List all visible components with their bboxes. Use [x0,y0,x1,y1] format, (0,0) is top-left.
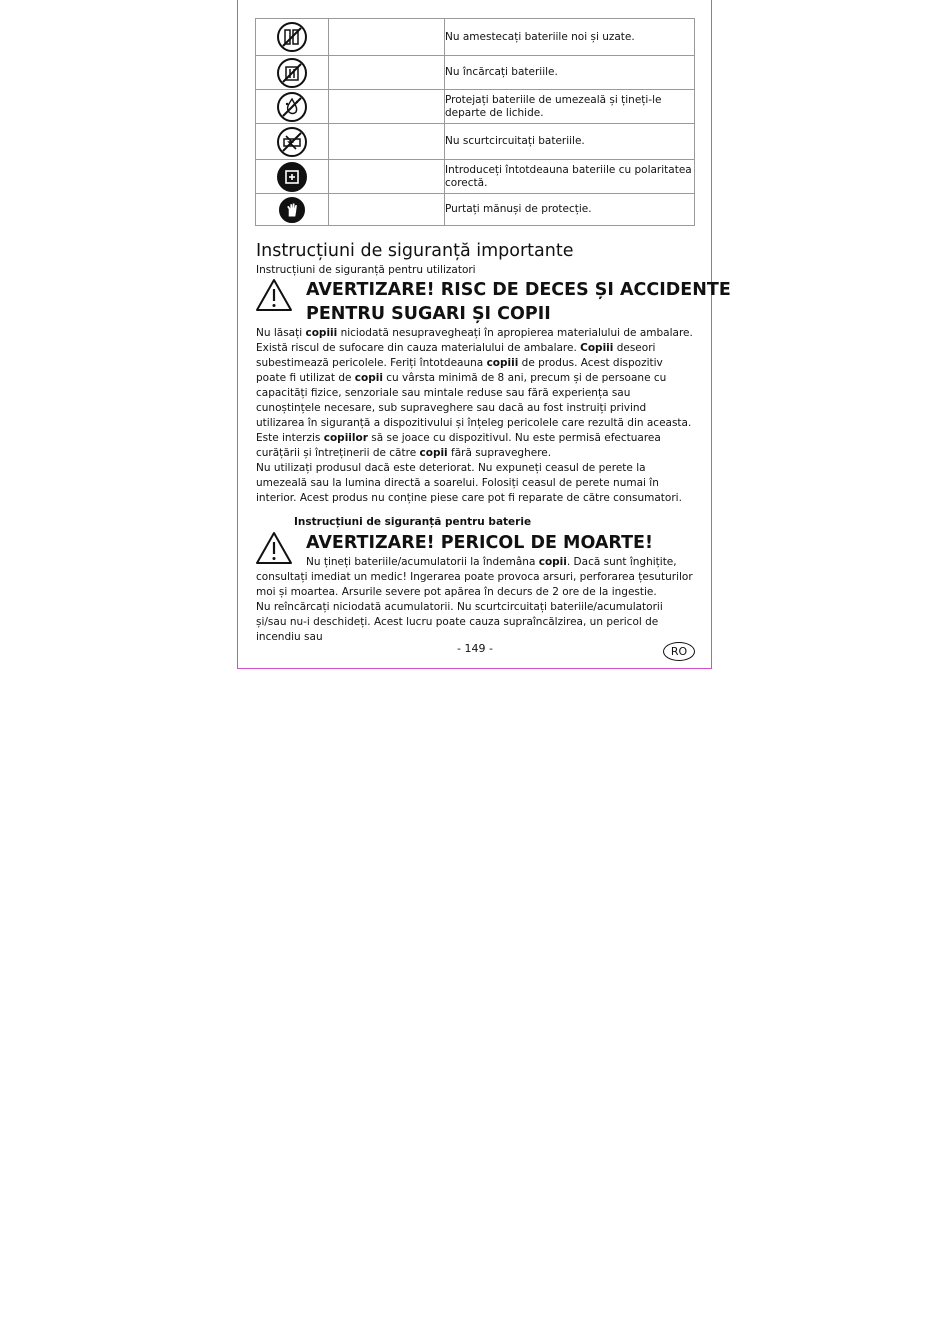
text-run: să se joace cu dispozitivul. Nu este permisă efectuarea curățării și întreținerii de către [256,432,661,459]
symbol-text: Nu scurtcircuitați bateriile. [445,124,695,160]
icon-cell [256,19,329,56]
table-row [256,194,695,226]
table-row [256,56,695,90]
icon-cell [256,56,329,90]
no-charging-icon [277,58,307,88]
table-row [256,19,695,56]
language-badge: RO [663,642,695,661]
battery-swallow-paragraph [256,555,696,600]
text-run: Nu lăsați [256,327,306,339]
table-row [256,160,695,194]
warning-heading-death: AVERTIZARE! PERICOL DE MOARTE! [306,533,653,553]
product-safety-paragraph: Nu utilizați produsul dacă este deteriorat. Nu expuneți ceasul de perete la umezeală sau la lumina directă a soarelui. Folosiți ceasul de perete numai în interior. Acest produs nu conține piese care pot fi reparate de către consumatori. [256,462,682,504]
text-run: de produs. Acest dispozitiv poate fi utilizat de [256,357,663,384]
bold-term: Copiii [580,342,614,354]
text-run: cu vârsta minimă de 8 ani, precum și de persoane cu capacități fizice, senzoriale sau mintale reduse sau fără experiența sau cunoștințele necesare, sub supraveghere sau dacă au fost instruiți privind utilizarea în siguranță a dispozitivului și înțeleg pericolele care rezultă din aceasta. Este interzis [256,372,692,444]
icon-cell [256,124,329,160]
text-run: . Dacă sunt înghițite, consultați imediat un medic! Ingerarea poate provoca arsuri, perforarea țesuturilor moi și moartea. Arsurile severe pot apărea în decurs de 2 ore de la ingestie. [256,556,693,598]
bold-term: copii [419,447,448,459]
symbols-table [255,18,695,226]
icon-cell [256,194,329,226]
no-short-circuit-icon [277,127,307,157]
empty-cell [329,19,445,56]
mixed-batteries-prohibited-icon [277,22,307,52]
bold-term: copiii [305,327,338,339]
warning-heading-children [306,278,731,326]
empty-cell [329,124,445,160]
empty-cell [329,160,445,194]
text-run: deseori subestimează pericolele. Feriți întotdeauna [256,342,656,369]
text-run: niciodată nesupravegheați în apropierea materialului de ambalare. Există riscul de sufocare din cauza materialului de ambalare. [256,327,693,354]
battery-subheading: Instrucțiuni de siguranță pentru baterie [294,516,532,528]
children-safety-paragraph [256,326,696,461]
page-number: - 149 - [457,642,493,655]
section-heading: Instrucțiuni de siguranță importante [256,241,574,261]
symbol-text: Introduceți întotdeauna bateriile cu polaritatea corectă. [445,160,695,194]
empty-cell [329,194,445,226]
users-subheading: Instrucțiuni de siguranță pentru utilizatori [256,264,476,276]
bold-term: copiilor [323,432,368,444]
symbol-text: Nu încărcați bateriile. [445,56,695,90]
table-row [256,124,695,160]
bold-term: copii [538,556,567,568]
bold-term: copiii [486,357,519,369]
gloves-icon [279,197,305,223]
symbol-text: Purtați mănuși de protecție. [445,194,695,226]
empty-cell [329,56,445,90]
keep-dry-icon [277,92,307,122]
polarity-icon [277,162,307,192]
symbol-text: Protejați bateriile de umezeală și țineți-le departe de lichide. [445,90,695,124]
battery-recharge-paragraph: Nu reîncărcați niciodată acumulatorii. Nu scurtcircuitați bateriile/acumulatorii și/sau nu-i deschideți. Acest lucru poate cauza supraîncălzirea, un pericol de incendiu sau [256,601,663,643]
bold-term: copii [354,372,383,384]
icon-cell [256,160,329,194]
warning-heading-line: PENTRU SUGARI ȘI COPII [306,304,551,324]
symbol-text: Nu amestecați bateriile noi și uzate. [445,19,695,56]
empty-cell [329,90,445,124]
text-run: Nu țineți bateriile/acumulatorii la îndemâna [306,556,539,568]
icon-cell [256,90,329,124]
table-row [256,90,695,124]
warning-heading-line: AVERTIZARE! RISC DE DECES ȘI ACCIDENTE [306,280,731,300]
text-run: fără supraveghere. [447,447,552,459]
warning-triangle-icon [255,278,293,312]
